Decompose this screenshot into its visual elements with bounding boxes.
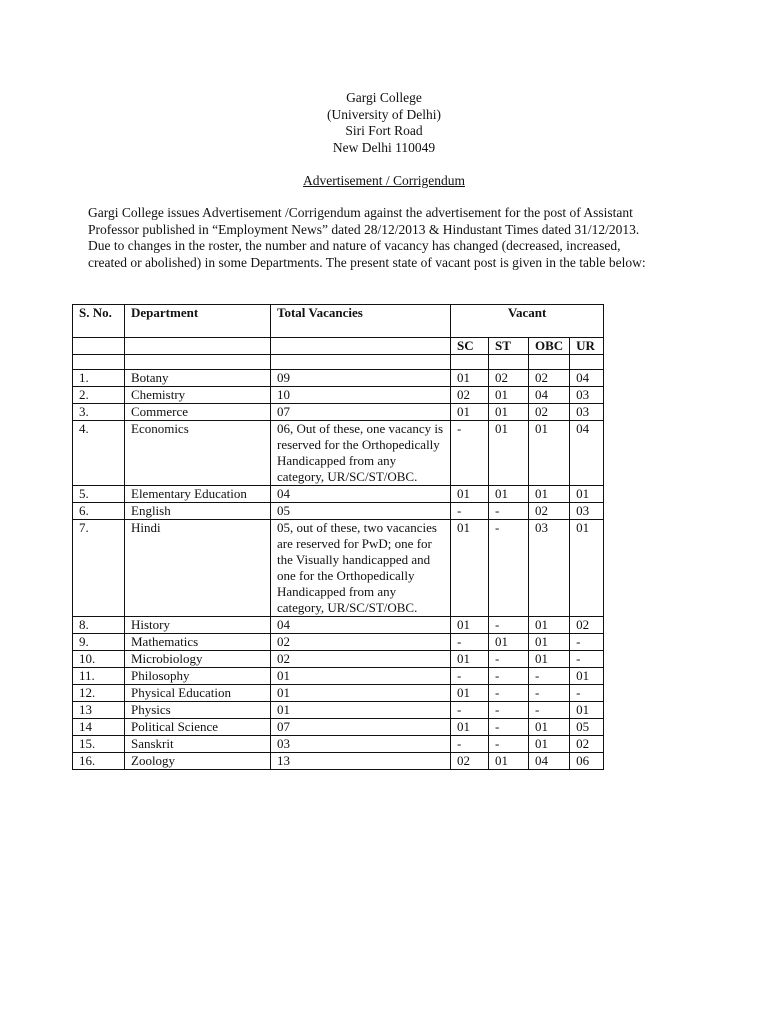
cell-total-vacancies: 01 bbox=[271, 685, 451, 702]
cell-st: 01 bbox=[489, 421, 529, 486]
cell-department: Commerce bbox=[125, 404, 271, 421]
header-department: Department bbox=[125, 305, 271, 338]
cell-sc: 01 bbox=[451, 719, 489, 736]
cell-total-vacancies: 01 bbox=[271, 702, 451, 719]
cell-sc: - bbox=[451, 668, 489, 685]
cell-department: Physics bbox=[125, 702, 271, 719]
cell-sno: 2. bbox=[73, 387, 125, 404]
cell-sno: 9. bbox=[73, 634, 125, 651]
cell-sno: 13 bbox=[73, 702, 125, 719]
cell-total-vacancies: 02 bbox=[271, 634, 451, 651]
cell-total-vacancies: 04 bbox=[271, 486, 451, 503]
cell-total-vacancies: 06, Out of these, one vacancy is reserved for the Orthopedically Handicapped from any category, UR/SC/ST/OBC. bbox=[271, 421, 451, 486]
cell-sc: 01 bbox=[451, 685, 489, 702]
cell-department: Political Science bbox=[125, 719, 271, 736]
header-total-vacancies: Total Vacancies bbox=[271, 305, 451, 338]
cell-sno: 8. bbox=[73, 617, 125, 634]
cell-total-vacancies: 03 bbox=[271, 736, 451, 753]
cell-sc: - bbox=[451, 634, 489, 651]
cell-st: - bbox=[489, 702, 529, 719]
cell-obc: 01 bbox=[529, 617, 570, 634]
cell-sno: 12. bbox=[73, 685, 125, 702]
cell-sc: 01 bbox=[451, 520, 489, 617]
cell-department: English bbox=[125, 503, 271, 520]
cell-st: - bbox=[489, 736, 529, 753]
table-row bbox=[73, 387, 604, 404]
cell-total-vacancies: 01 bbox=[271, 668, 451, 685]
cell-obc: 01 bbox=[529, 736, 570, 753]
university-name: (University of Delhi) bbox=[327, 106, 441, 122]
cell-obc: 04 bbox=[529, 753, 570, 770]
cell-sno: 1. bbox=[73, 370, 125, 387]
cell-ur: - bbox=[570, 651, 604, 668]
cell-sc: - bbox=[451, 421, 489, 486]
cell-sno: 3. bbox=[73, 404, 125, 421]
cell-total-vacancies: 07 bbox=[271, 719, 451, 736]
cell-department: Economics bbox=[125, 421, 271, 486]
cell-ur: 06 bbox=[570, 753, 604, 770]
cell-ur: 02 bbox=[570, 736, 604, 753]
header-sc: SC bbox=[451, 338, 489, 355]
cell-st: - bbox=[489, 651, 529, 668]
cell-department: Botany bbox=[125, 370, 271, 387]
address-street: Siri Fort Road bbox=[345, 123, 423, 138]
cell-obc: 03 bbox=[529, 520, 570, 617]
cell-ur: - bbox=[570, 685, 604, 702]
table-row bbox=[73, 520, 604, 617]
table-row bbox=[73, 651, 604, 668]
empty-cell bbox=[271, 338, 451, 355]
intro-paragraph: Gargi College issues Advertisement /Corrigendum against the advertisement for the post of Assistant Professor published in “Employment News” dated 28/12/2013 & Hindustant Times dated 31/12/2013. Due to changes in the roster, the number and nature of vacancy has changed (decreased, increased, created or abolished) in some Departments. The present state of vacant post is given in the table below: bbox=[88, 205, 646, 270]
cell-total-vacancies: 13 bbox=[271, 753, 451, 770]
cell-obc: - bbox=[529, 702, 570, 719]
cell-st: 01 bbox=[489, 634, 529, 651]
empty-cell bbox=[125, 338, 271, 355]
cell-total-vacancies: 05, out of these, two vacancies are reserved for PwD; one for the Visually handicapped and one for the Orthopedically Handicapped from any category, UR/SC/ST/OBC. bbox=[271, 520, 451, 617]
cell-department: Microbiology bbox=[125, 651, 271, 668]
cell-obc: 02 bbox=[529, 370, 570, 387]
cell-st: - bbox=[489, 520, 529, 617]
cell-obc: 01 bbox=[529, 651, 570, 668]
cell-ur: 01 bbox=[570, 668, 604, 685]
cell-sc: - bbox=[451, 736, 489, 753]
cell-sc: 01 bbox=[451, 404, 489, 421]
empty-cell bbox=[73, 338, 125, 355]
cell-obc: 01 bbox=[529, 421, 570, 486]
cell-department: Zoology bbox=[125, 753, 271, 770]
table-row bbox=[73, 702, 604, 719]
header-ur: UR bbox=[570, 338, 604, 355]
cell-st: - bbox=[489, 668, 529, 685]
cell-st: - bbox=[489, 719, 529, 736]
empty-cell bbox=[125, 355, 271, 370]
cell-st: 02 bbox=[489, 370, 529, 387]
cell-st: 01 bbox=[489, 387, 529, 404]
cell-sc: - bbox=[451, 503, 489, 520]
header-st: ST bbox=[489, 338, 529, 355]
cell-st: - bbox=[489, 617, 529, 634]
cell-obc: 02 bbox=[529, 503, 570, 520]
cell-ur: 01 bbox=[570, 486, 604, 503]
cell-ur: 02 bbox=[570, 617, 604, 634]
table-row bbox=[73, 503, 604, 520]
cell-st: - bbox=[489, 685, 529, 702]
cell-ur: 03 bbox=[570, 404, 604, 421]
cell-total-vacancies: 07 bbox=[271, 404, 451, 421]
table-row bbox=[73, 634, 604, 651]
empty-cell bbox=[489, 355, 529, 370]
cell-total-vacancies: 10 bbox=[271, 387, 451, 404]
cell-department: Hindi bbox=[125, 520, 271, 617]
cell-sc: 01 bbox=[451, 486, 489, 503]
cell-department: Sanskrit bbox=[125, 736, 271, 753]
cell-st: 01 bbox=[489, 486, 529, 503]
header-sno: S. No. bbox=[73, 305, 125, 338]
cell-sno: 14 bbox=[73, 719, 125, 736]
college-header bbox=[0, 90, 768, 156]
cell-department: Philosophy bbox=[125, 668, 271, 685]
cell-department: Physical Education bbox=[125, 685, 271, 702]
cell-sno: 4. bbox=[73, 421, 125, 486]
vacancy-table bbox=[72, 304, 604, 770]
cell-ur: 04 bbox=[570, 421, 604, 486]
cell-ur: 01 bbox=[570, 520, 604, 617]
cell-st: 01 bbox=[489, 753, 529, 770]
empty-cell bbox=[73, 355, 125, 370]
cell-obc: 04 bbox=[529, 387, 570, 404]
address-city: New Delhi 110049 bbox=[332, 139, 436, 155]
cell-obc: 01 bbox=[529, 719, 570, 736]
cell-sno: 15. bbox=[73, 736, 125, 753]
table-row bbox=[73, 421, 604, 486]
cell-department: Mathematics bbox=[125, 634, 271, 651]
table-row bbox=[73, 719, 604, 736]
cell-sno: 11. bbox=[73, 668, 125, 685]
cell-sno: 10. bbox=[73, 651, 125, 668]
cell-sc: 01 bbox=[451, 651, 489, 668]
cell-ur: 04 bbox=[570, 370, 604, 387]
table-spacer-row bbox=[73, 355, 604, 370]
cell-sno: 5. bbox=[73, 486, 125, 503]
cell-sc: 01 bbox=[451, 370, 489, 387]
cell-sno: 7. bbox=[73, 520, 125, 617]
cell-obc: - bbox=[529, 668, 570, 685]
cell-ur: 03 bbox=[570, 387, 604, 404]
table-row bbox=[73, 736, 604, 753]
document-title: Advertisement / Corrigendum bbox=[303, 173, 465, 188]
empty-cell bbox=[271, 355, 451, 370]
cell-department: Elementary Education bbox=[125, 486, 271, 503]
cell-ur: 01 bbox=[570, 702, 604, 719]
cell-sno: 16. bbox=[73, 753, 125, 770]
cell-sc: 02 bbox=[451, 753, 489, 770]
cell-ur: - bbox=[570, 634, 604, 651]
table-row bbox=[73, 685, 604, 702]
cell-obc: - bbox=[529, 685, 570, 702]
cell-st: 01 bbox=[489, 404, 529, 421]
cell-obc: 02 bbox=[529, 404, 570, 421]
cell-department: Chemistry bbox=[125, 387, 271, 404]
table-row bbox=[73, 404, 604, 421]
empty-cell bbox=[529, 355, 570, 370]
table-header-row bbox=[73, 305, 604, 338]
table-row bbox=[73, 486, 604, 503]
header-vacant: Vacant bbox=[451, 305, 604, 338]
cell-ur: 03 bbox=[570, 503, 604, 520]
cell-total-vacancies: 02 bbox=[271, 651, 451, 668]
cell-st: - bbox=[489, 503, 529, 520]
header-obc: OBC bbox=[529, 338, 570, 355]
table-row bbox=[73, 617, 604, 634]
cell-sc: - bbox=[451, 702, 489, 719]
cell-sc: 02 bbox=[451, 387, 489, 404]
empty-cell bbox=[451, 355, 489, 370]
cell-total-vacancies: 09 bbox=[271, 370, 451, 387]
cell-sno: 6. bbox=[73, 503, 125, 520]
table-subheader-row bbox=[73, 338, 604, 355]
cell-obc: 01 bbox=[529, 486, 570, 503]
cell-total-vacancies: 04 bbox=[271, 617, 451, 634]
table-row bbox=[73, 753, 604, 770]
cell-total-vacancies: 05 bbox=[271, 503, 451, 520]
cell-ur: 05 bbox=[570, 719, 604, 736]
college-name: Gargi College bbox=[346, 90, 422, 105]
table-row bbox=[73, 370, 604, 387]
table-row bbox=[73, 668, 604, 685]
cell-sc: 01 bbox=[451, 617, 489, 634]
cell-department: History bbox=[125, 617, 271, 634]
cell-obc: 01 bbox=[529, 634, 570, 651]
empty-cell bbox=[570, 355, 604, 370]
